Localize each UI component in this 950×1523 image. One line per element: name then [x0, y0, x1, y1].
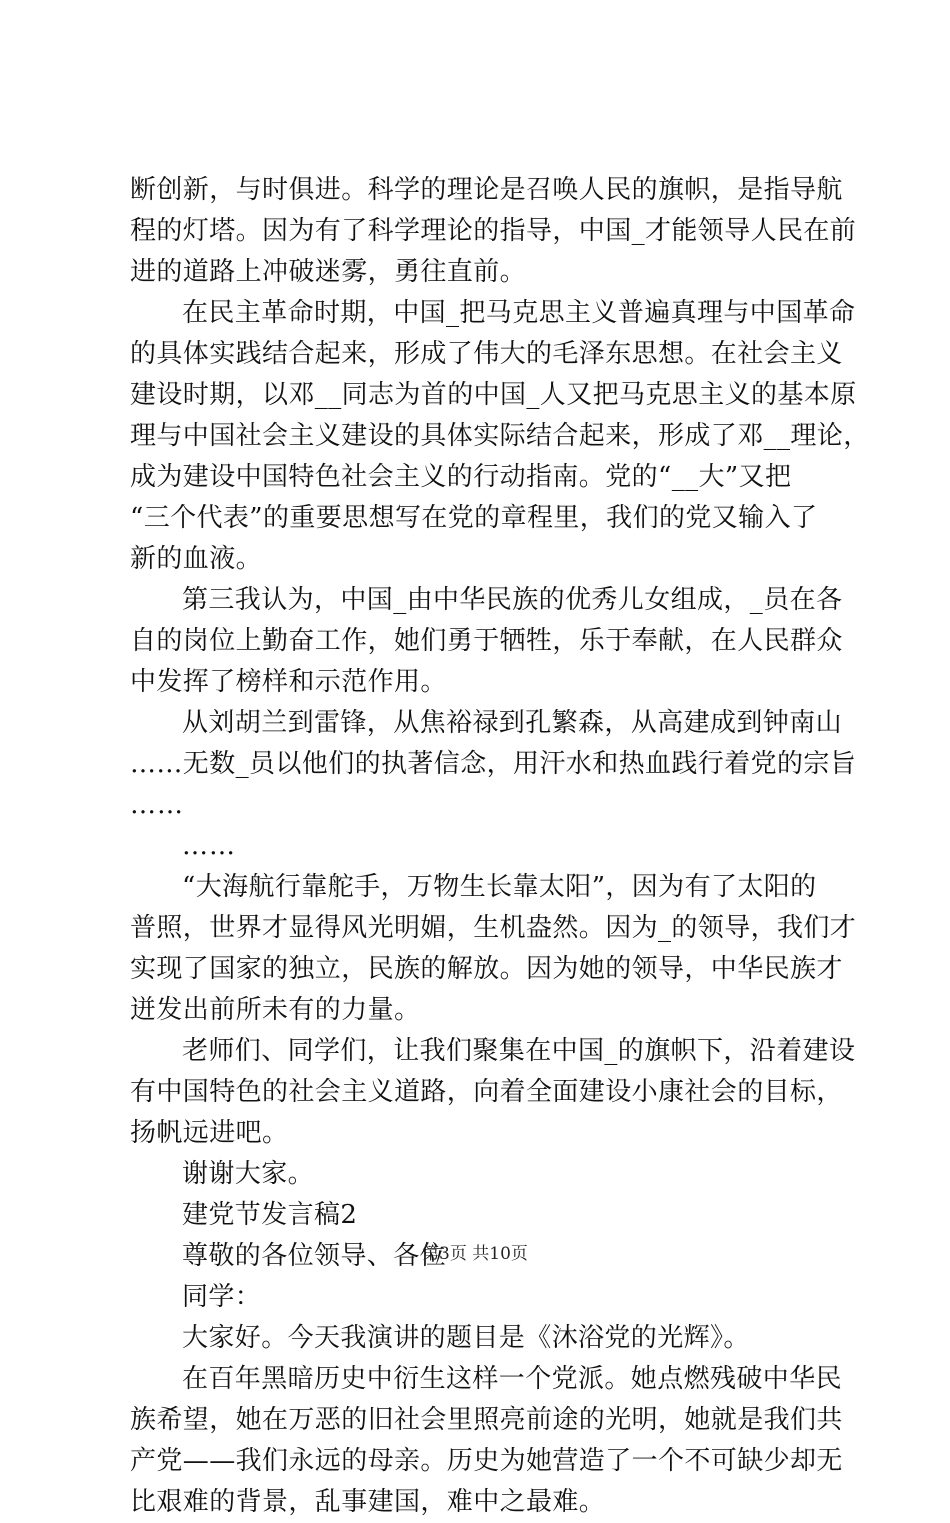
text-line: ……	[182, 831, 236, 861]
text-line: 中发挥了榜样和示范作用。	[130, 667, 447, 697]
text-line: 普照，世界才显得风光明媚，生机盎然。因为_的领导，我们才	[130, 913, 857, 943]
text-line: 第三我认为，中国_由中华民族的优秀儿女组成，_员在各	[182, 585, 843, 615]
text-line: 老师们、同学们，让我们聚集在中国_的旗帜下，沿着建设	[182, 1036, 856, 1066]
text-line: 大家好。今天我演讲的题目是《沐浴党的光辉》。	[182, 1323, 750, 1353]
text-line: 建设时期，以邓__同志为首的中国_人又把马克思主义的基本原	[130, 380, 857, 410]
text-line: ……	[130, 790, 184, 820]
text-line: 实现了国家的独立，民族的解放。因为她的领导，中华民族才	[130, 954, 843, 984]
page-number-footer: 第3页 共10页	[422, 1244, 528, 1264]
text-line: 有中国特色的社会主义道路，向着全面建设小康社会的目标，	[130, 1077, 843, 1107]
text-line: 比艰难的背景，乱事建国，难中之最难。	[130, 1487, 606, 1517]
text-line: 理与中国社会主义建设的具体实际结合起来，形成了邓__理论，	[130, 421, 870, 451]
text-line: 在民主革命时期，中国_把马克思主义普遍真理与中国革命	[182, 298, 856, 328]
text-line: 从刘胡兰到雷锋，从焦裕禄到孔繁森，从高建成到钟南山	[182, 708, 843, 738]
text-line: 断创新，与时俱进。科学的理论是召唤人民的旗帜，是指导航	[130, 175, 843, 205]
text-line: 新的血液。	[130, 544, 263, 574]
text-line: 谢谢大家。	[182, 1159, 315, 1189]
text-line: 进的道路上冲破迷雾，勇往直前。	[130, 257, 527, 287]
text-line: 程的灯塔。因为有了科学理论的指导，中国_才能领导人民在前	[130, 216, 857, 246]
text-line: 扬帆远进吧。	[130, 1118, 289, 1148]
text-line: 同学：	[182, 1282, 262, 1312]
text-line: 自的岗位上勤奋工作，她们勇于牺牲，乐于奉献，在人民群众	[130, 626, 843, 656]
text-line: 建党节发言稿2	[182, 1200, 358, 1230]
text-line: 的具体实践结合起来，形成了伟大的毛泽东思想。在社会主义	[130, 339, 843, 369]
text-line: 成为建设中国特色社会主义的行动指南。党的“__大”又把	[130, 462, 792, 492]
text-line: 在百年黑暗历史中衍生这样一个党派。她点燃残破中华民	[182, 1364, 843, 1394]
text-line: 产党——我们永远的母亲。历史为她营造了一个不可缺少却无	[130, 1446, 843, 1476]
text-line: “大海航行靠舵手，万物生长靠太阳”，因为有了太阳的	[182, 872, 817, 902]
document-body	[130, 170, 870, 1523]
text-line: “三个代表”的重要思想写在党的章程里，我们的党又输入了	[130, 503, 818, 533]
text-line: ……无数_员以他们的执著信念，用汗水和热血践行着党的宗旨	[130, 749, 857, 779]
text-line: 族希望，她在万恶的旧社会里照亮前途的光明，她就是我们共	[130, 1405, 843, 1435]
text-line: 尊敬的各位领导、各位	[182, 1241, 447, 1271]
text-line: 迸发出前所未有的力量。	[130, 995, 421, 1025]
